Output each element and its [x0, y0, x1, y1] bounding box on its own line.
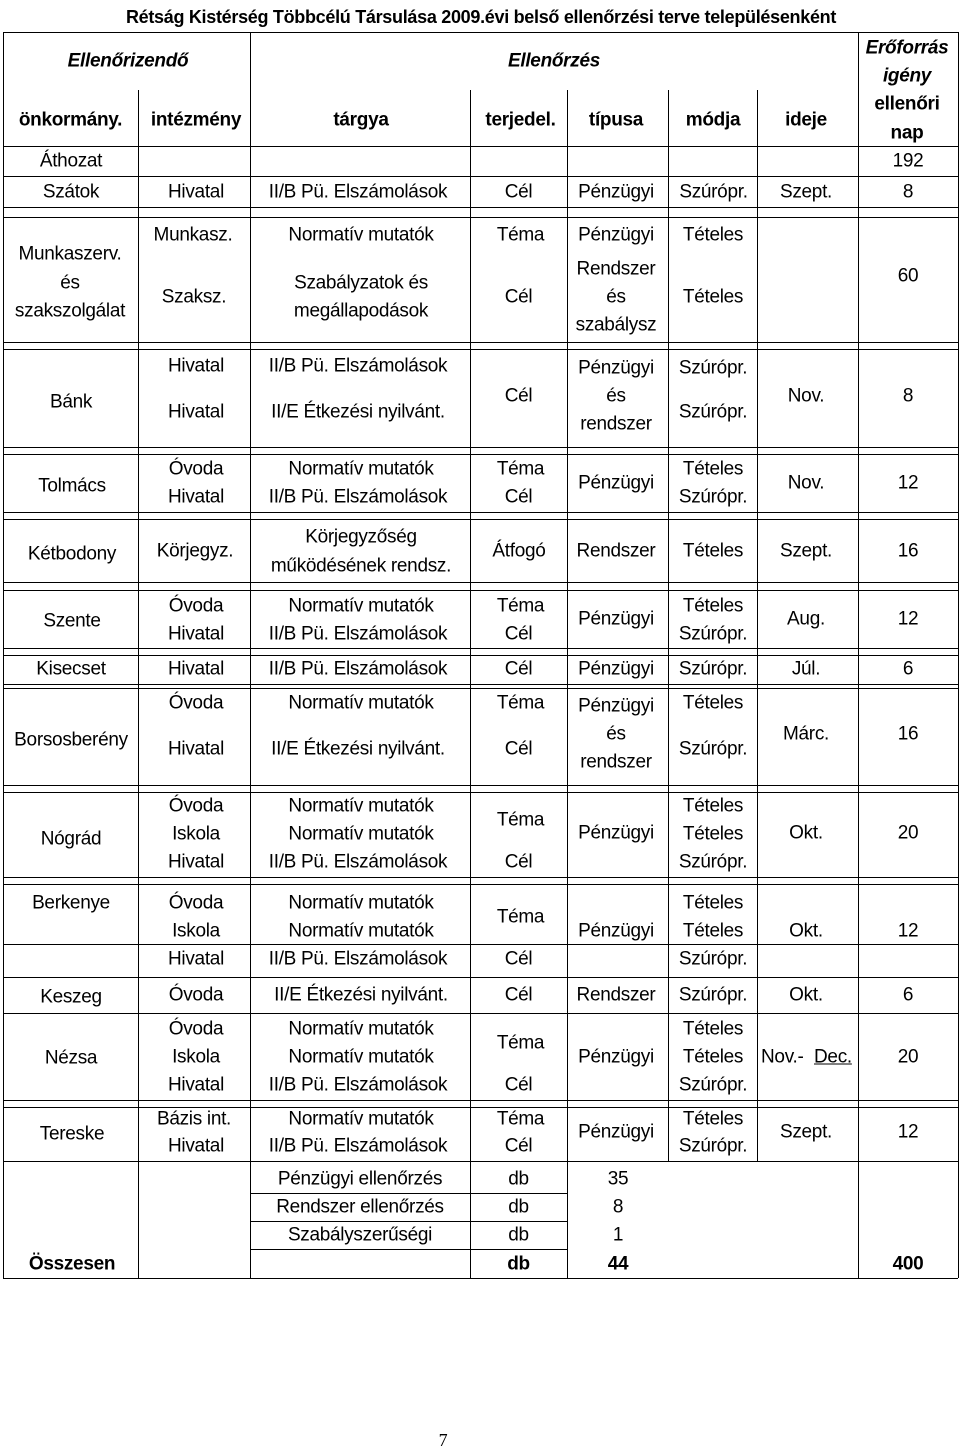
cell-text: Iskola [172, 1046, 220, 1068]
cell-text: Cél [504, 385, 533, 407]
grid-line [3, 684, 958, 685]
cell-text: Hivatal [168, 623, 224, 645]
cell-text: Szúrópr. [678, 738, 748, 760]
cell-text: 12 [897, 608, 919, 630]
cell-text: Óvoda [168, 984, 224, 1006]
cell-text: és [606, 723, 626, 745]
grid-line [3, 877, 958, 878]
grid-line [138, 90, 139, 1278]
cell-text: Nógrád [40, 828, 102, 850]
cell-text: Pénzügyi [578, 181, 654, 203]
grid-line [3, 590, 958, 591]
grid-line [470, 90, 471, 1278]
cell-text: Cél [504, 623, 533, 645]
grid-line [250, 1249, 567, 1250]
cell-text: Téma [496, 809, 545, 831]
cell-text: Pénzügyi [578, 695, 654, 717]
cell-text: Szúrópr. [678, 948, 748, 970]
grid-line [3, 447, 958, 448]
cell-text: Téma [496, 906, 545, 928]
cell-text: és [606, 385, 626, 407]
cell-text: megállapodások [293, 300, 429, 322]
cell-text: Szúrópr. [678, 658, 748, 680]
cell-text: Hivatal [168, 851, 224, 873]
cell-text: 8 [902, 181, 914, 203]
grid-line [3, 648, 958, 649]
cell-text: II/E Étkezési nyilvánt. [271, 738, 445, 760]
cell-text: Tételes [682, 892, 744, 914]
cell-text: Nov. [787, 472, 825, 494]
cell-text: Cél [504, 486, 533, 508]
cell-text: 20 [897, 1046, 919, 1068]
grid-line [3, 688, 958, 689]
cell-text: Júl. [791, 658, 821, 680]
cell-text: II/B Pü. Elszámolások [268, 181, 448, 203]
cell-text: Szúrópr. [678, 623, 748, 645]
cell-text: Körjegyzőség [305, 526, 417, 548]
cell-text: Normatív mutatók [288, 892, 434, 914]
cell-text: Rendszer [576, 984, 656, 1006]
grid-line [250, 32, 251, 1278]
cell-text: Téma [496, 458, 545, 480]
cell-text: Okt. [789, 920, 823, 942]
cell-text: Téma [496, 1108, 545, 1130]
cell-text: Pénzügyi [578, 822, 654, 844]
cell-text: Normatív mutatók [288, 224, 434, 246]
summary-label: Pénzügyi ellenőrzés [277, 1168, 443, 1190]
cell-text: Normatív mutatók [288, 920, 434, 942]
header-eroforras: Erőforrás [865, 37, 949, 59]
grid-line [3, 655, 958, 656]
cell-text: Tételes [682, 692, 744, 714]
cell-text: Aug. [787, 608, 825, 630]
cell-text: 6 [902, 984, 914, 1006]
cell-text: Szaksz. [161, 286, 227, 308]
cell-text: Kisecset [36, 658, 106, 680]
header-modja: módja [685, 109, 741, 131]
grid-line [3, 454, 958, 455]
cell-text: Tételes [682, 595, 744, 617]
summary-total-count: 44 [607, 1253, 629, 1275]
cell-text: Tételes [682, 920, 744, 942]
cell-text: Iskola [172, 920, 220, 942]
cell-text: Hivatal [168, 181, 224, 203]
cell-text: II/B Pü. Elszámolások [268, 486, 448, 508]
cell-text: Cél [504, 181, 533, 203]
grid-line [3, 582, 958, 583]
cell-text: Szúrópr. [678, 851, 748, 873]
grid-line [757, 90, 758, 1161]
cell-text: Óvoda [168, 892, 224, 914]
grid-line [250, 1221, 567, 1222]
cell-text: Óvoda [168, 458, 224, 480]
header-ideje: ideje [785, 109, 827, 131]
grid-line [3, 32, 4, 1278]
cell-text: Cél [504, 1135, 533, 1157]
cell-text: Cél [504, 738, 533, 760]
cell-text: Pénzügyi [578, 658, 654, 680]
cell-text: Körjegyz. [156, 540, 234, 562]
cell-text: 16 [897, 540, 919, 562]
cell-text: Téma [496, 224, 545, 246]
grid-line [3, 884, 958, 885]
cell-text: Hivatal [168, 355, 224, 377]
cell-text: Hivatal [168, 948, 224, 970]
cell-text: Bázis int. [156, 1108, 232, 1130]
grid-line [3, 32, 958, 33]
cell-text: Pénzügyi [578, 472, 654, 494]
cell-text: Hivatal [168, 658, 224, 680]
header-ellenori: ellenőri [874, 93, 940, 115]
cell-text: Hivatal [168, 1135, 224, 1157]
cell-text: Tételes [682, 823, 744, 845]
cell-text: Szúrópr. [678, 984, 748, 1006]
grid-line [958, 32, 959, 1278]
cell-text: Munkasz. [153, 224, 233, 246]
grid-line [3, 342, 958, 343]
header-onkormany: önkormány. [18, 109, 123, 131]
cell-text: Nézsa [44, 1047, 98, 1069]
cell-text: Hivatal [168, 486, 224, 508]
cell-text: Hivatal [168, 401, 224, 423]
summary-unit: db [508, 1224, 529, 1246]
summary-count: 1 [612, 1224, 624, 1246]
header-targya: tárgya [333, 109, 389, 131]
grid-line [3, 977, 958, 978]
cell-text: II/B Pü. Elszámolások [268, 658, 448, 680]
cell-text: II/B Pü. Elszámolások [268, 948, 448, 970]
grid-line [3, 792, 958, 793]
cell-text: Cél [504, 1074, 533, 1096]
header-ellenorizendo: Ellenőrizendő [67, 50, 189, 72]
cell-text: Normatív mutatók [288, 823, 434, 845]
row-athozat-name: Áthozat [39, 150, 103, 172]
cell-text: Téma [496, 1032, 545, 1054]
cell-text: Cél [504, 658, 533, 680]
grid-line [3, 1278, 958, 1279]
header-intezmeny: intézmény [150, 109, 242, 131]
cell-text: Okt. [789, 984, 823, 1006]
cell-text: Pénzügyi [578, 1046, 654, 1068]
grid-line [3, 146, 958, 147]
summary-unit: db [508, 1196, 529, 1218]
cell-text: Tolmács [38, 475, 106, 497]
grid-line [250, 1193, 567, 1194]
cell-text: Téma [496, 692, 545, 714]
cell-text: Cél [504, 948, 533, 970]
row-athozat-nap: 192 [892, 150, 924, 172]
cell-text: szabálysz [575, 314, 657, 336]
grid-line [3, 1100, 958, 1101]
grid-line [3, 217, 958, 218]
grid-line [3, 349, 958, 350]
cell-text: Tételes [682, 286, 744, 308]
cell-text: Óvoda [168, 692, 224, 714]
summary-count: 35 [607, 1168, 629, 1190]
cell-text: működésének rendsz. [270, 555, 452, 577]
cell-text: Tételes [682, 1108, 744, 1130]
cell-text: Szept. [779, 181, 833, 203]
page-number: 7 [438, 1430, 448, 1450]
cell-text: Tételes [682, 1018, 744, 1040]
document-title: Rétság Kistérség Többcélú Társulása 2009.évi belső ellenőrzési terve településenként [125, 7, 837, 27]
cell-text: Pénzügyi [578, 357, 654, 379]
cell-text: Átfogó [492, 540, 546, 562]
cell-text: Okt. [789, 822, 823, 844]
cell-text: 12 [897, 1121, 919, 1143]
cell-text: Óvoda [168, 595, 224, 617]
cell-text: Szept. [779, 1121, 833, 1143]
cell-text: II/B Pü. Elszámolások [268, 851, 448, 873]
cell-text: Munkaszerv. [18, 243, 122, 265]
cell-text: 8 [902, 385, 914, 407]
cell-text: Borsosberény [14, 729, 128, 751]
cell-text: II/B Pü. Elszámolások [268, 623, 448, 645]
cell-text: Kétbodony [27, 543, 117, 565]
cell-text: Rendszer [576, 540, 656, 562]
cell-text: Rendszer [576, 258, 656, 280]
cell-text: Téma [496, 595, 545, 617]
cell-text: II/B Pü. Elszámolások [268, 1074, 448, 1096]
header-terjedel: terjedel. [485, 109, 556, 131]
cell-text: Bánk [49, 391, 93, 413]
cell-text: Pénzügyi [578, 920, 654, 942]
grid-line [567, 90, 568, 1278]
grid-line [3, 944, 958, 945]
cell-text: Szúrópr. [678, 1135, 748, 1157]
cell-text: Hivatal [168, 738, 224, 760]
cell-text: rendszer [580, 751, 652, 773]
summary-label: Rendszer ellenőrzés [276, 1196, 444, 1218]
summary-label: Szabályszerűségi [287, 1224, 433, 1246]
grid-line [3, 1013, 958, 1014]
cell-text: II/E Étkezési nyilvánt. [274, 984, 448, 1006]
cell-text: Tételes [682, 795, 744, 817]
cell-text: Pénzügyi [578, 608, 654, 630]
summary-total-nap: 400 [892, 1253, 924, 1275]
cell-text: 16 [897, 723, 919, 745]
cell-text: Szátok [42, 181, 100, 203]
cell-text: 60 [897, 265, 919, 287]
cell-text: Óvoda [168, 795, 224, 817]
cell-text: Nov.- [761, 1046, 804, 1068]
cell-text: Óvoda [168, 1018, 224, 1040]
cell-text: Szente [43, 610, 101, 632]
cell-text: Cél [504, 851, 533, 873]
cell-text: Normatív mutatók [288, 795, 434, 817]
cell-text: Tételes [682, 1046, 744, 1068]
cell-text: Iskola [172, 823, 220, 845]
cell-text: Normatív mutatók [288, 1108, 434, 1130]
grid-line [3, 785, 958, 786]
cell-text: Tereske [39, 1123, 105, 1145]
header-ellenorzes: Ellenőrzés [507, 50, 601, 72]
cell-text: Keszeg [40, 986, 102, 1008]
cell-text: Pénzügyi [578, 224, 654, 246]
summary-count: 8 [612, 1196, 624, 1218]
grid-line [3, 519, 958, 520]
cell-text: Tételes [682, 224, 744, 246]
cell-text: Tételes [682, 540, 744, 562]
cell-text: II/E Étkezési nyilvánt. [271, 401, 445, 423]
cell-text: II/B Pü. Elszámolások [268, 355, 448, 377]
cell-text: Szept. [779, 540, 833, 562]
cell-text: Cél [504, 286, 533, 308]
cell-text: Szúrópr. [679, 181, 748, 203]
cell-text: és [60, 272, 80, 294]
cell-text: Szúrópr. [678, 401, 748, 423]
cell-text: szakszolgálat [14, 300, 126, 322]
grid-line [858, 32, 859, 1278]
cell-text: Szabályzatok és [294, 272, 428, 294]
cell-text: II/B Pü. Elszámolások [268, 1135, 448, 1157]
cell-text: Normatív mutatók [288, 1018, 434, 1040]
grid-line [3, 1107, 958, 1108]
summary-unit: db [508, 1168, 529, 1190]
cell-text: Normatív mutatók [288, 1046, 434, 1068]
cell-text: 12 [897, 920, 919, 942]
header-nap: nap [890, 122, 924, 144]
cell-text: Szúrópr. [678, 486, 748, 508]
cell-text: Dec. [814, 1046, 852, 1068]
cell-text: 20 [897, 822, 919, 844]
cell-text: Hivatal [168, 1074, 224, 1096]
cell-text: Normatív mutatók [288, 595, 434, 617]
cell-text: Cél [504, 984, 533, 1006]
header-eroforras-igeny: igény [882, 65, 932, 87]
cell-text: 12 [897, 472, 919, 494]
cell-text: Márc. [782, 723, 830, 745]
grid-line [3, 512, 958, 513]
grid-line [3, 1161, 958, 1162]
summary-total-label: Összesen [28, 1253, 116, 1275]
grid-line [668, 90, 669, 1161]
cell-text: és [606, 286, 626, 308]
grid-line [3, 207, 958, 208]
cell-text: 6 [902, 658, 914, 680]
cell-text: Tételes [682, 458, 744, 480]
header-tipusa: típusa [588, 109, 644, 131]
cell-text: Nov. [787, 385, 825, 407]
cell-text: Pénzügyi [578, 1121, 654, 1143]
cell-text: rendszer [580, 413, 652, 435]
cell-text: Normatív mutatók [288, 458, 434, 480]
cell-text: Szúrópr. [678, 1074, 748, 1096]
summary-total-unit: db [507, 1253, 530, 1275]
cell-text: Berkenye [32, 892, 110, 914]
grid-line [3, 176, 958, 177]
cell-text: Normatív mutatók [288, 692, 434, 714]
cell-text: Szúrópr. [678, 357, 748, 379]
